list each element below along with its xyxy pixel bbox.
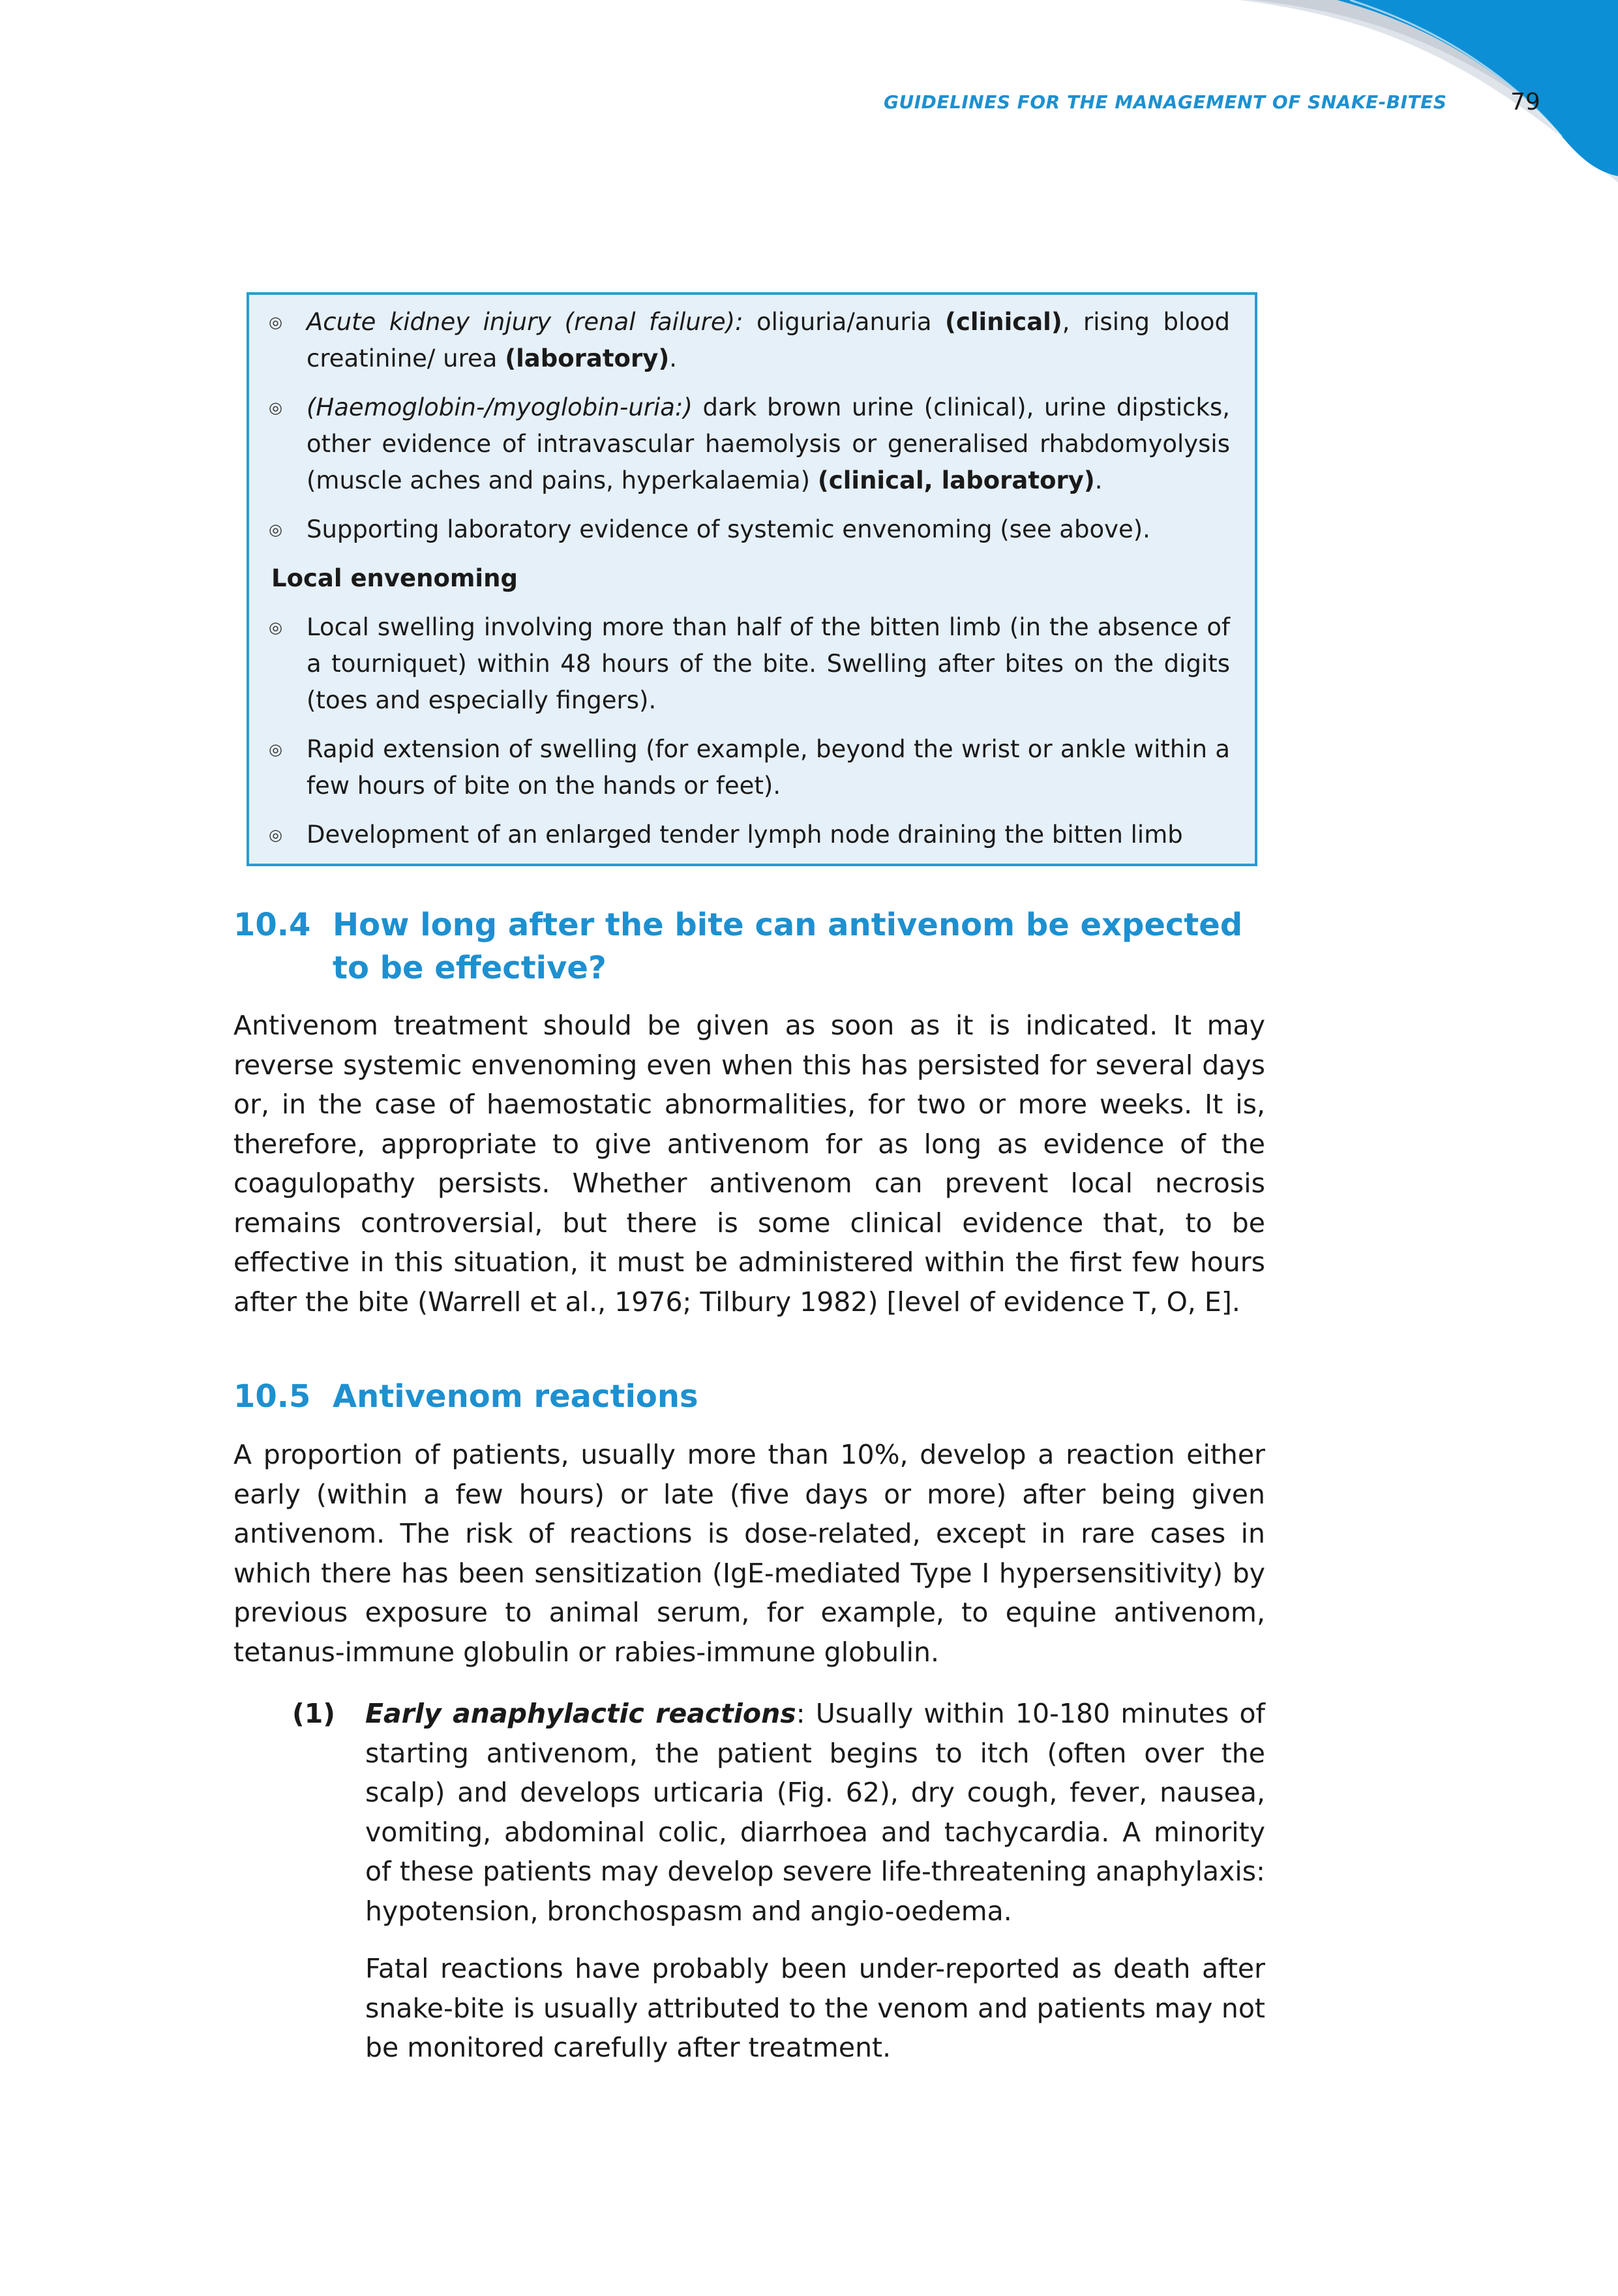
item-text: : Usually within 10-180 minutes of starting antivenom, the patient begins to itch (often over the scalp) and develops urticaria (Fig. 62), dry cough, fever, nausea, vomiting, abdominal colic, diarrhoea and tachycardia. A minority of these patients may develop severe life-threatening anaphylaxis: hypotension, bronchospasm and angio-oedema. bbox=[365, 1698, 1265, 1927]
list-item: ◎ Local swelling involving more than half of the bitten limb (in the absence of a tourniquet) within 48 hours of the bite. Swelling after bites on the digits (toes and especially fingers). bbox=[260, 609, 1230, 719]
bullet-icon: ◎ bbox=[269, 826, 282, 844]
list-item: ◎ (Haemoglobin-/myoglobin-uria:) dark brown urine (clinical), urine dipsticks, other evidence of intravascular haemolysis or generalised rhabdomyolysis (muscle aches and pains, hyperkalaemia) (clinical, laboratory). bbox=[260, 389, 1230, 499]
bullet-icon: ◎ bbox=[269, 399, 282, 417]
section-heading-10-4 bbox=[233, 903, 1264, 989]
section-title: How long after the bite can antivenom be expected to be effective? bbox=[333, 907, 1243, 986]
bullet-icon: ◎ bbox=[269, 618, 282, 637]
item-lead: Early anaphylactic reactions bbox=[365, 1698, 796, 1729]
list-item: ◎ Supporting laboratory evidence of systemic envenoming (see above). bbox=[260, 511, 1230, 548]
criteria-box bbox=[247, 292, 1257, 866]
bullet-icon: ◎ bbox=[269, 521, 282, 539]
list-item: ◎ Rapid extension of swelling (for example, beyond the wrist or ankle within a few hours of bite on the hands or feet). bbox=[260, 731, 1230, 804]
list-item: ◎ Acute kidney injury (renal failure): oliguria/anuria (clinical), rising blood creatinine/ urea (laboratory). bbox=[260, 304, 1230, 377]
list-item: ◎ Development of an enlarged tender lymph node draining the bitten limb bbox=[260, 817, 1230, 853]
section-10-5-body: A proportion of patients, usually more than 10%, develop a reaction either early (within a few hours) or late (five days or more) after being given antivenom. The risk of reactions is dose-related, except in rare cases in which there has been sensitization (IgE-mediated Type I hypersensitivity) by previous exposure to animal serum, for example, to equine antivenom, tetanus-immune globulin or rabies-immune globulin. bbox=[233, 1439, 1265, 1668]
section-heading-10-5 bbox=[233, 1375, 1264, 1418]
bullet-icon: ◎ bbox=[269, 740, 282, 759]
numbered-item-1 bbox=[292, 1694, 1265, 1931]
section-10-4-body: Antivenom treatment should be given as soon as it is indicated. It may reverse systemic envenoming even when this has persisted for several days or, in the case of haemostatic abnormalities, for two or more weeks. It is, therefore, appropriate to give antivenom for as long as evidence of the coagulopathy persists. Whether antivenom can prevent local necrosis remains controversial, but there is some clinical evidence that, to be effective in this situation, it must be administered within the first few hours after the bite (Warrell et al., 1976; Tilbury 1982) [level of evidence T, O, E]. bbox=[233, 1010, 1265, 1318]
section-title: Antivenom reactions bbox=[333, 1378, 698, 1415]
local-envenoming-heading: Local envenoming bbox=[271, 564, 518, 592]
section-number: 10.5 bbox=[233, 1378, 311, 1415]
item-number: (1) bbox=[292, 1698, 336, 1729]
running-header-title: GUIDELINES FOR THE MANAGEMENT OF SNAKE-BITES bbox=[884, 91, 1447, 113]
page-number: 79 bbox=[1510, 89, 1540, 115]
item-1-followup: Fatal reactions have probably been under-reported as death after snake-bite is usually attributed to the venom and patients may not be monitored carefully after treatment. bbox=[365, 1953, 1265, 2063]
section-number: 10.4 bbox=[233, 907, 311, 943]
bullet-icon: ◎ bbox=[269, 313, 282, 331]
